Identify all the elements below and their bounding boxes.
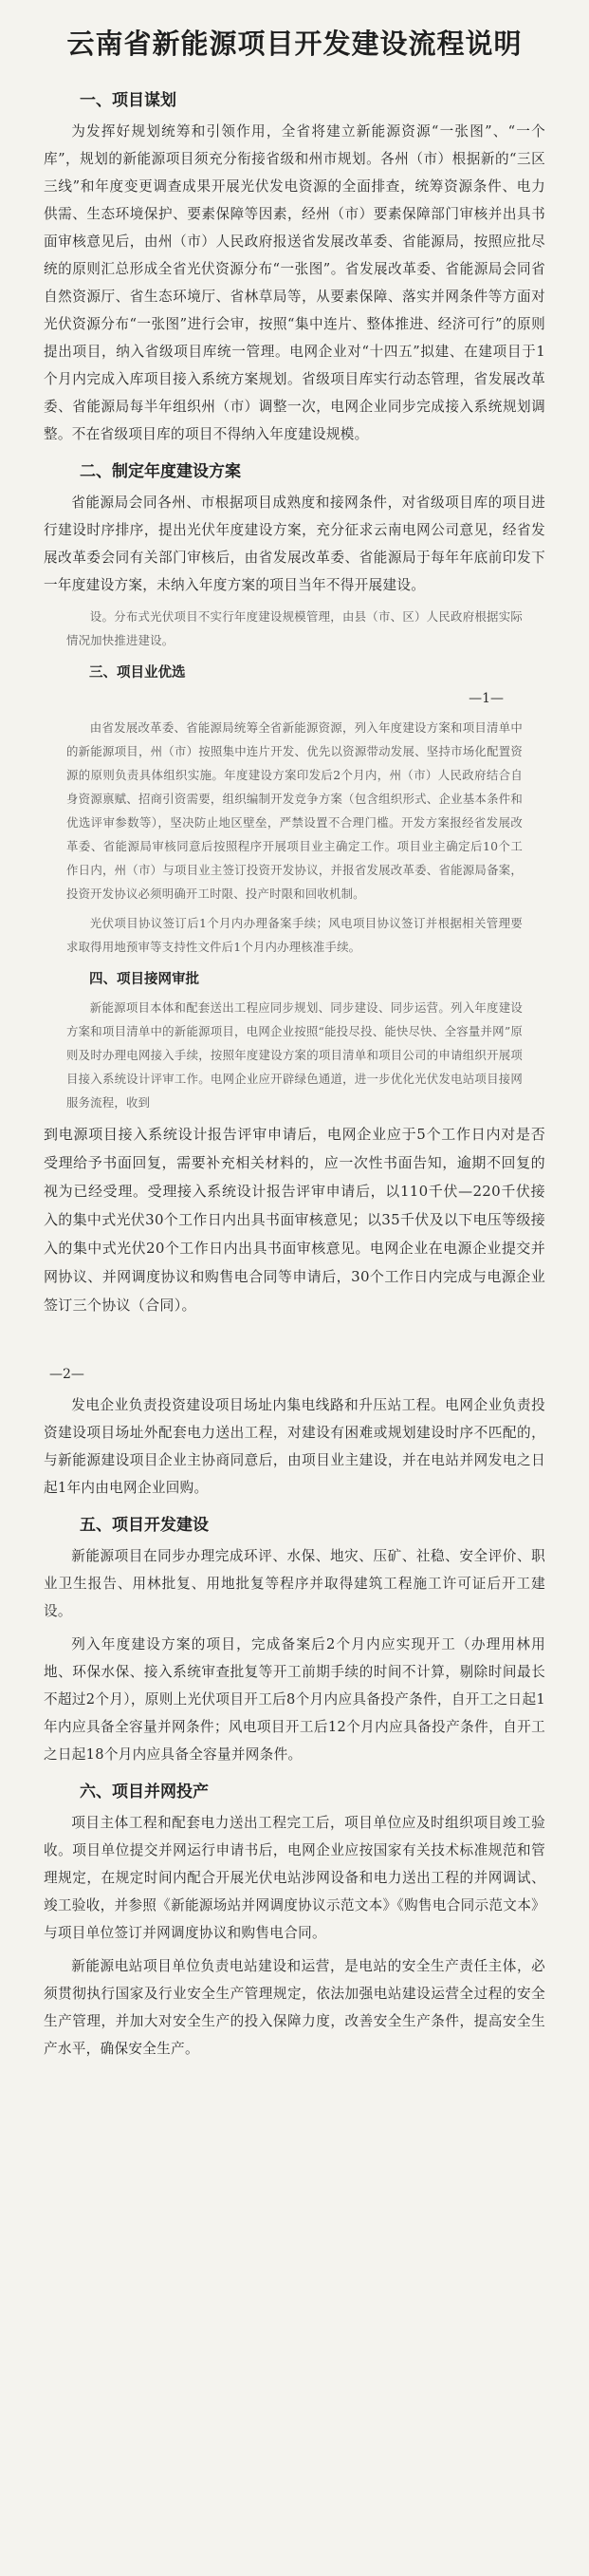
paragraph: 为发挥好规划统筹和引领作用，全省将建立新能源资源“一张图”、“一个库”，规划的新能源项目须充分衔接省级和州市规划。各州（市）根据新的“三区三线”和年度变更调查成果开展光伏发电资源的全面排查，统筹资源条件、电力供需、生态环境保护、要素保障等因素，经州（市）要素保障部门审核并出具书面审核意见后，由州（市）人民政府报送省发展改革委、省能源局，按照应批尽统的原则汇总形成全省光伏资源分布“一张图”。省发展改革委、省能源局会同省自然资源厅、省生态环境厅、省林草局等，从要素保障、落实并网条件等方面对光伏资源分布“一张图”进行会审，按照“集中连片、整体推进、经济可行”的原则提出项目，纳入省级项目库统一管理。电网企业对“十四五”拟建、在建项目于1个月内完成入库项目接入系统方案规划。省级项目库实行动态管理，省发展改革委、省能源局每半年组织州（市）调整一次，电网企业同步完成接入系统规划调整。不在省级项目库的项目不得纳入年度建设规模。 <box>44 123 545 442</box>
paragraph: 到电源项目接入系统设计报告评审申请后，电网企业应于5个工作日内对是否受理给予书面回复，需要补充相关材料的，应一次性书面告知，逾期不回复的视为已经受理。受理接入系统设计报告评审申请后，以110千伏—220千伏接入的集中式光伏30个工作日内出具书面审核意见；以35千伏及以下电压等级接入的集中式光伏20个工作日内出具书面审核意见。电网企业在电源企业提交并网协议、并网调度协议和购售电合同等申请后，30个工作日内完成与电源企业签订三个协议（合同）。 <box>44 1126 545 1314</box>
paragraph: 列入年度建设方案的项目，完成备案后2个月内应实现开工（办理用林用地、环保水保、接入系统审查批复等开工前期手续的时间不计算，剔除时间最长不超过2个月），原则上光伏项目开工后8个月内应具备投产条件，自开工之日起1年内应具备全容量并网条件；风电项目开工后12个月内应具备投产条件，自开工之日起18个月内应具备全容量并网条件。 <box>44 1636 545 1763</box>
paragraph: 省能源局会同各州、市根据项目成熟度和接网条件，对省级项目库的项目进行建设时序排序，提出光伏年度建设方案，充分征求云南电网公司意见，经省发展改革委会同有关部门审核后，由省发展改革委、省能源局于每年年底前印发下一年度建设方案，未纳入年度方案的项目当年不得开展建设。 <box>44 495 545 593</box>
scanned-excerpt <box>66 605 523 1114</box>
section-heading: 五、项目开发建设 <box>80 1516 209 1535</box>
document-title: 云南省新能源项目开发建设流程说明 <box>66 28 523 60</box>
paragraph: 新能源项目本体和配套送出工程应同步规划、同步建设、同步运营。列入年度建设方案和项目清单中的新能源项目，电网企业按照“能投尽投、能快尽快、全容量并网”原则及时办理电网接入手续，按照年度建设方案的项目清单和项目公司的申请组织开展项目接入系统设计评审工作。电网企业应开辟绿色通道，进一步优化光伏发电站项目接网服务流程，收到 <box>66 1000 523 1110</box>
section-heading: 六、项目并网投产 <box>80 1783 209 1801</box>
paragraph: 新能源项目在同步办理完成环评、水保、地灾、压矿、社稳、安全评价、职业卫生报告、用林批复、用地批复等程序并取得建筑工程施工许可证后开工建设。 <box>44 1548 545 1619</box>
paragraph: 由省发展改革委、省能源局统筹全省新能源资源，列入年度建设方案和项目清单中的新能源项目，州（市）按照集中连片开发、优先以资源带动发展、坚持市场化配置资源的原则负责具体组织实施。年度建设方案印发后2个月内，州（市）人民政府结合自身资源禀赋、招商引资需要，组织编制开发竞争方案（包含组织形式、企业基本条件和优选评审参数等），坚决防止地区壁垒，严禁设置不合理门槛。开发方案报经省发展改革委、省能源局审核同意后按照程序开展项目业主确定工作。项目业主确定后10个工作日内，州（市）与项目业主签订投资开发协议，并报省发展改革委、省能源局备案，投资开发协议必须明确开工时限、投产时限和回收机制。 <box>66 720 523 901</box>
section-annual-plan <box>44 457 545 599</box>
paragraph: 设。分布式光伏项目不实行年度建设规模管理，由县（市、区）人民政府根据实际情况加快推进建设。 <box>66 609 523 647</box>
page-number: —2— <box>49 1367 84 1382</box>
section-heading: 二、制定年度建设方案 <box>80 462 241 481</box>
paragraph: 发电企业负责投资建设项目场址内集电线路和升压站工程。电网企业负责投资建设项目场址外配套电力送出工程，对建设有困难或规划建设时序不匹配的，与新能源建设项目企业主协商同意后，由项目业主建设，并在电站并网发电之日起1年内由电网企业回购。 <box>44 1397 545 1496</box>
grid-approval-continued <box>44 1120 545 1382</box>
page-number: —1— <box>469 691 504 706</box>
section-heading: 四、项目接网审批 <box>89 971 199 987</box>
paragraph: 光伏项目协议签订后1个月内办理备案手续；风电项目协议签订并根据相关管理要求取得用地预审等支持性文件后1个月内办理核准手续。 <box>66 916 523 954</box>
section-heading: 三、项目业优选 <box>89 664 186 681</box>
section-heading: 一、项目谋划 <box>80 91 176 110</box>
paragraph: 新能源电站项目单位负责电站建设和运营，是电站的安全生产责任主体，必须贯彻执行国家及行业安全生产管理规定，依法加强电站建设运营全过程的安全生产管理，并加大对安全生产的投入保障力度，改善安全生产条件，提高安全生产水平，确保安全生产。 <box>44 1958 545 2057</box>
section-project-planning <box>44 86 545 448</box>
paragraph: 项目主体工程和配套电力送出工程完工后，项目单位应及时组织项目竣工验收。项目单位提交并网运行申请书后，电网企业应按国家有关技术标准规范和管理规定，在规定时间内配合开展光伏电站涉网设备和电力送出工程的并网调试、竣工验收，并参照《新能源场站并网调度协议示范文本》《购售电合同示范文本》与项目单位签订并网调度协议和购售电合同。 <box>44 1815 545 1941</box>
section-tail <box>44 1391 545 2063</box>
